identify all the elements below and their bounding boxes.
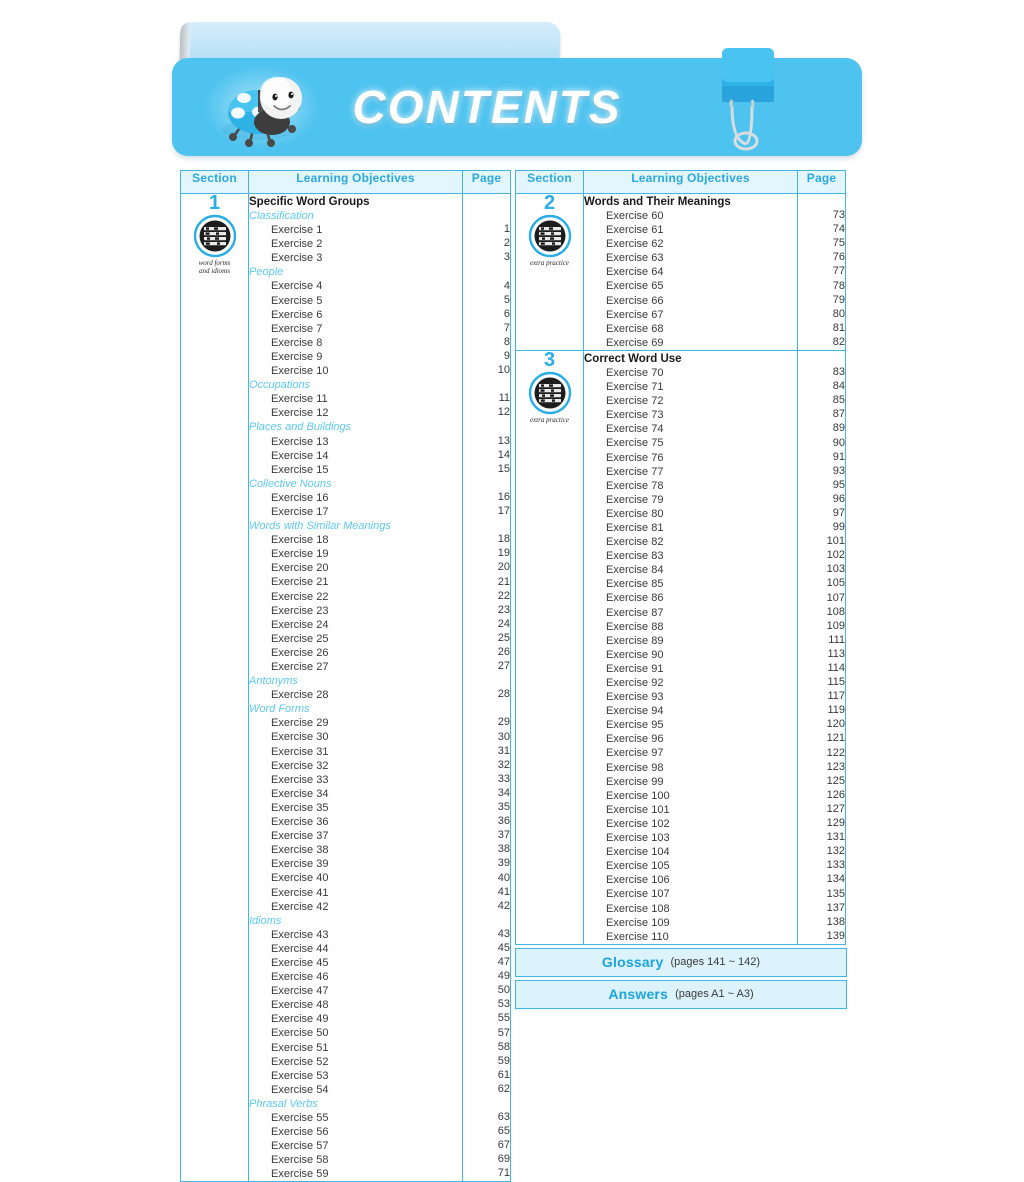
exercise-label[interactable]: Exercise 13	[271, 435, 329, 448]
exercise-page: 137	[826, 901, 845, 914]
exercise-label[interactable]: Exercise 24	[271, 618, 329, 631]
exercise-page: 27	[497, 660, 510, 673]
exercise-page: 103	[826, 563, 845, 576]
page-spacer	[463, 476, 510, 490]
exercise-page: 62	[497, 1082, 510, 1095]
exercise-page: 81	[832, 321, 845, 334]
exercise-label[interactable]: Exercise 68	[606, 322, 664, 335]
exercise-page: 126	[826, 788, 845, 801]
exercise-page: 29	[497, 716, 510, 729]
exercise-label[interactable]: Exercise 87	[606, 606, 664, 619]
exercise-page: 123	[826, 760, 845, 773]
exercise-label[interactable]: Exercise 84	[606, 564, 664, 577]
exercise-label[interactable]: Exercise 93	[606, 691, 664, 704]
exercise-page: 73	[832, 209, 845, 222]
exercise-label[interactable]: Exercise 27	[271, 661, 329, 673]
page-title: CONTENTS	[352, 81, 622, 133]
exercise-label[interactable]: Exercise 6	[271, 308, 323, 321]
exercise-label[interactable]: Exercise 62	[606, 238, 664, 251]
exercise-label[interactable]: Exercise 29	[271, 717, 329, 730]
group-title: Specific Word Groups	[249, 196, 370, 208]
toc-body-left	[181, 194, 511, 1182]
header-objectives: Learning Objectives	[584, 171, 798, 194]
exercise-label[interactable]: Exercise 46	[271, 971, 329, 984]
exercise-page: 93	[832, 464, 845, 477]
badge-caption: word forms and idioms	[198, 259, 231, 275]
exercise-label[interactable]: Exercise 82	[606, 536, 664, 549]
exercise-label[interactable]: Exercise 37	[271, 830, 329, 843]
exercise-page: 80	[832, 307, 845, 320]
exercise-label[interactable]: Exercise 97	[606, 747, 664, 760]
exercise-label[interactable]: Exercise 103	[606, 832, 670, 845]
exercise-page: 84	[832, 380, 845, 393]
section-cell	[516, 194, 584, 351]
section-row	[516, 194, 846, 351]
exercise-label[interactable]: Exercise 50	[271, 1027, 329, 1040]
footer-pages: (pages 141 ~ 142)	[670, 956, 761, 969]
header-section: Section	[181, 171, 249, 194]
exercise-label[interactable]: Exercise 66	[606, 294, 664, 307]
exercise-label[interactable]: Exercise 90	[606, 648, 664, 661]
exercise-page: 31	[497, 744, 510, 757]
header-section: Section	[516, 171, 584, 194]
exercise-label[interactable]: Exercise 3	[271, 252, 323, 265]
exercise-label[interactable]: Exercise 36	[271, 816, 329, 829]
exercise-page: 6	[503, 307, 510, 320]
exercise-label[interactable]: Exercise 72	[606, 395, 664, 408]
exercise-label[interactable]: Exercise 16	[271, 491, 329, 504]
exercise-label[interactable]: Exercise 2	[271, 238, 323, 251]
exercise-label[interactable]: Exercise 41	[271, 886, 329, 899]
exercise-page: 127	[826, 802, 845, 815]
section-number: 1	[208, 192, 221, 214]
exercise-page: 105	[826, 577, 845, 590]
exercise-label[interactable]: Exercise 49	[271, 1013, 329, 1026]
exercise-label[interactable]: Exercise 57	[271, 1140, 329, 1153]
footer-title: Glossary	[601, 954, 664, 971]
exercise-label[interactable]: Exercise 30	[271, 731, 329, 744]
exercise-page: 13	[497, 434, 510, 447]
subheading: People	[249, 266, 284, 279]
exercise-label[interactable]: Exercise 7	[271, 322, 323, 335]
page-spacer	[798, 194, 845, 208]
exercise-label[interactable]: Exercise 55	[271, 1112, 329, 1124]
section-cell	[181, 194, 249, 1182]
exercise-page: 55	[497, 1012, 510, 1025]
exercise-page: 45	[497, 941, 510, 954]
page-spacer	[463, 264, 510, 278]
exercise-label[interactable]: Exercise 51	[271, 1041, 329, 1054]
subheading: Places and Buildings	[249, 421, 352, 434]
exercise-label[interactable]: Exercise 99	[606, 775, 664, 788]
banner-body	[172, 58, 862, 156]
section-number: 2	[543, 192, 556, 214]
exercise-label[interactable]: Exercise 89	[606, 634, 664, 647]
objectives-cell	[584, 194, 798, 351]
exercise-page: 36	[497, 815, 510, 828]
page-spacer	[463, 1096, 510, 1110]
exercise-page: 115	[827, 676, 845, 689]
section-number: 3	[543, 348, 556, 371]
exercise-page: 132	[826, 845, 845, 858]
exercise-page: 35	[497, 801, 510, 814]
exercise-page: 9	[503, 350, 510, 363]
exercise-page: 122	[826, 746, 845, 759]
exercise-label[interactable]: Exercise 83	[606, 550, 664, 563]
exercise-page: 59	[497, 1054, 510, 1067]
exercise-page: 139	[826, 929, 845, 942]
exercise-page: 82	[832, 335, 845, 348]
exercise-page: 69	[497, 1153, 510, 1166]
exercise-label[interactable]: Exercise 48	[271, 999, 329, 1012]
page-spacer	[798, 351, 845, 365]
exercise-label[interactable]: Exercise 65	[606, 280, 664, 293]
exercise-label[interactable]: Exercise 86	[606, 592, 664, 605]
section-row	[516, 350, 846, 944]
exercise-page: 47	[497, 956, 510, 969]
exercise-page: 78	[832, 279, 845, 292]
exercise-page: 14	[497, 448, 510, 461]
exercise-label[interactable]: Exercise 95	[606, 719, 664, 732]
exercise-label[interactable]: Exercise 107	[606, 888, 670, 901]
exercise-label[interactable]: Exercise 26	[271, 646, 329, 659]
exercise-label[interactable]: Exercise 101	[606, 803, 670, 816]
exercise-page: 42	[497, 899, 510, 912]
exercise-label[interactable]: Exercise 69	[606, 336, 664, 349]
exercise-page: 125	[826, 774, 845, 787]
exercise-page: 50	[497, 984, 510, 997]
exercise-label[interactable]: Exercise 1	[271, 224, 323, 237]
exercise-page: 96	[832, 492, 845, 505]
exercise-label[interactable]: Exercise 110	[606, 930, 669, 943]
exercise-label[interactable]: Exercise 96	[606, 733, 664, 746]
subheading: Antonyms	[249, 675, 298, 688]
exercise-page: 53	[497, 998, 510, 1011]
exercise-page: 1	[503, 223, 510, 236]
exercise-page: 138	[826, 915, 845, 928]
exercise-page: 11	[498, 392, 510, 405]
page-cell	[798, 350, 846, 944]
exercise-label[interactable]: Exercise 60	[606, 210, 664, 222]
exercise-page: 16	[497, 490, 510, 503]
exercise-label[interactable]: Exercise 100	[606, 789, 670, 802]
subheading: Collective Nouns	[249, 477, 332, 490]
exercise-page: 120	[826, 718, 845, 731]
exercise-label[interactable]: Exercise 81	[606, 521, 664, 534]
exercise-page: 121	[826, 732, 845, 745]
toc-footer	[515, 948, 845, 1009]
exercise-label[interactable]: Exercise 8	[271, 336, 323, 349]
exercise-page: 23	[497, 603, 510, 616]
page-spacer	[463, 673, 510, 687]
exercise-label[interactable]: Exercise 31	[271, 745, 329, 758]
exercise-page: 76	[832, 251, 845, 264]
section-badge-icon	[528, 371, 572, 415]
exercise-label[interactable]: Exercise 77	[606, 465, 664, 478]
exercise-label[interactable]: Exercise 71	[606, 381, 664, 394]
exercise-page: 33	[497, 772, 510, 785]
exercise-label[interactable]: Exercise 73	[606, 409, 664, 422]
exercise-label[interactable]: Exercise 47	[271, 985, 329, 998]
exercise-label[interactable]: Exercise 98	[606, 761, 664, 774]
exercise-label[interactable]: Exercise 80	[606, 507, 664, 520]
exercise-page: 18	[497, 533, 510, 546]
exercise-page: 34	[497, 786, 510, 799]
subheading: Idioms	[249, 914, 282, 927]
exercise-page: 25	[497, 631, 510, 644]
contents-banner	[172, 22, 872, 162]
exercise-page: 37	[497, 829, 510, 842]
exercise-page: 61	[497, 1068, 510, 1081]
exercise-page: 43	[497, 927, 510, 940]
footer-title: Answers	[608, 986, 669, 1003]
exercise-label[interactable]: Exercise 22	[271, 590, 329, 603]
header-objectives: Learning Objectives	[249, 171, 463, 194]
exercise-page: 83	[832, 366, 845, 379]
exercise-page: 24	[497, 617, 510, 630]
objectives-cell	[584, 350, 798, 944]
exercise-page: 17	[497, 505, 510, 518]
exercise-label[interactable]: Exercise 5	[271, 294, 323, 307]
page-spacer	[463, 913, 510, 927]
exercise-page: 74	[832, 223, 845, 236]
exercise-label[interactable]: Exercise 45	[271, 956, 329, 969]
page-spacer	[463, 194, 510, 208]
section-row	[181, 194, 511, 1182]
exercise-label[interactable]: Exercise 74	[606, 423, 664, 436]
toc-column-left	[180, 170, 510, 1182]
exercise-page: 20	[497, 561, 510, 574]
exercise-page: 10	[497, 364, 510, 377]
exercise-label[interactable]: Exercise 52	[271, 1055, 329, 1068]
page-spacer	[463, 518, 510, 532]
exercise-page: 131	[826, 831, 845, 844]
exercise-page: 40	[497, 871, 510, 884]
exercise-label[interactable]: Exercise 104	[606, 846, 670, 859]
exercise-page: 71	[497, 1167, 510, 1180]
exercise-label[interactable]: Exercise 70	[606, 366, 664, 379]
page-spacer	[463, 377, 510, 391]
exercise-label[interactable]: Exercise 91	[606, 662, 664, 675]
header-page: Page	[463, 171, 511, 194]
badge-caption: extra practice	[529, 259, 570, 267]
exercise-page: 2	[503, 237, 510, 250]
subheading: Occupations	[249, 379, 311, 392]
exercise-label[interactable]: Exercise 56	[271, 1126, 329, 1139]
exercise-label[interactable]: Exercise 28	[271, 689, 329, 702]
exercise-label[interactable]: Exercise 15	[271, 463, 329, 476]
exercise-page: 3	[503, 251, 510, 264]
exercise-label[interactable]: Exercise 32	[271, 759, 329, 772]
exercise-label[interactable]: Exercise 53	[271, 1069, 329, 1082]
exercise-page: 133	[826, 859, 845, 872]
table-header-row	[181, 171, 511, 194]
exercise-page: 41	[497, 885, 510, 898]
exercise-page: 134	[826, 873, 845, 886]
exercise-label[interactable]: Exercise 42	[271, 900, 329, 913]
exercise-page: 65	[497, 1125, 510, 1138]
exercise-page: 102	[826, 549, 845, 562]
exercise-label[interactable]: Exercise 4	[271, 280, 323, 293]
exercise-page: 26	[497, 646, 510, 658]
exercise-page: 4	[503, 279, 510, 292]
footer-row[interactable]	[515, 980, 847, 1009]
exercise-label[interactable]: Exercise 23	[271, 604, 329, 617]
exercise-label[interactable]: Exercise 9	[271, 350, 323, 363]
exercise-label[interactable]: Exercise 59	[271, 1168, 329, 1181]
exercise-label[interactable]: Exercise 108	[606, 902, 670, 915]
exercise-page: 101	[826, 535, 845, 548]
objectives-cell	[249, 194, 463, 1182]
exercise-page: 90	[832, 436, 845, 449]
exercise-label[interactable]: Exercise 64	[606, 266, 664, 279]
exercise-page: 28	[497, 688, 510, 701]
page-cell	[463, 194, 511, 1182]
toc-column-right	[515, 170, 845, 1009]
subheading: Phrasal Verbs	[249, 1097, 318, 1110]
exercise-label[interactable]: Exercise 35	[271, 801, 329, 814]
exercise-page: 19	[497, 547, 510, 560]
exercise-label[interactable]: Exercise 63	[606, 252, 664, 265]
page-spacer	[463, 420, 510, 434]
exercise-page: 89	[832, 422, 845, 435]
exercise-page: 5	[503, 293, 510, 306]
exercise-label[interactable]: Exercise 88	[606, 620, 664, 633]
exercise-page: 95	[832, 478, 845, 491]
subheading: Word Forms	[249, 703, 310, 716]
page-spacer	[463, 701, 510, 715]
exercise-page: 113	[827, 647, 845, 660]
exercise-page: 21	[497, 575, 510, 588]
exercise-label[interactable]: Exercise 11	[271, 393, 328, 406]
subheading: Classification	[249, 210, 314, 222]
exercise-page: 75	[832, 237, 845, 250]
exercise-label[interactable]: Exercise 18	[271, 534, 329, 547]
toc-body-right	[516, 194, 846, 945]
exercise-label[interactable]: Exercise 76	[606, 451, 664, 464]
exercise-page: 30	[497, 730, 510, 743]
exercise-label[interactable]: Exercise 78	[606, 479, 664, 492]
exercise-page: 85	[832, 394, 845, 407]
exercise-label[interactable]: Exercise 17	[271, 505, 329, 518]
exercise-page: 38	[497, 843, 510, 856]
exercise-label[interactable]: Exercise 38	[271, 844, 329, 857]
exercise-label[interactable]: Exercise 94	[606, 705, 664, 718]
exercise-label[interactable]: Exercise 106	[606, 874, 670, 887]
exercise-page: 99	[832, 521, 845, 534]
exercise-label[interactable]: Exercise 19	[271, 548, 329, 561]
footer-pages: (pages A1 ~ A3)	[675, 988, 754, 1001]
exercise-page: 63	[497, 1111, 510, 1124]
exercise-page: 15	[497, 462, 510, 475]
footer-row[interactable]	[515, 948, 847, 977]
section-badge-icon	[193, 214, 237, 258]
exercise-page: 22	[497, 589, 510, 602]
exercise-page: 58	[497, 1040, 510, 1053]
page-cell	[798, 194, 846, 351]
exercise-page: 49	[497, 970, 510, 983]
exercise-label[interactable]: Exercise 102	[606, 817, 670, 830]
table-header-row	[516, 171, 846, 194]
exercise-label[interactable]: Exercise 44	[271, 942, 329, 955]
exercise-page: 135	[826, 887, 845, 900]
exercise-page: 129	[826, 817, 845, 830]
exercise-label[interactable]: Exercise 14	[271, 449, 329, 462]
exercise-label[interactable]: Exercise 10	[271, 365, 329, 378]
group-title: Correct Word Use	[584, 352, 682, 365]
exercise-page: 57	[497, 1026, 510, 1039]
exercise-page: 39	[497, 857, 510, 870]
exercise-label[interactable]: Exercise 34	[271, 787, 329, 800]
exercise-label[interactable]: Exercise 33	[271, 773, 329, 786]
exercise-label[interactable]: Exercise 54	[271, 1083, 329, 1096]
section-cell	[516, 350, 584, 944]
exercise-label[interactable]: Exercise 43	[271, 928, 329, 941]
exercise-label[interactable]: Exercise 40	[271, 872, 329, 885]
toc-table-left	[180, 170, 511, 1182]
exercise-label[interactable]: Exercise 79	[606, 493, 664, 506]
exercise-label[interactable]: Exercise 21	[271, 576, 329, 589]
exercise-page: 32	[497, 758, 510, 771]
exercise-page: 12	[497, 406, 510, 419]
exercise-page: 109	[826, 619, 845, 632]
group-title: Words and Their Meanings	[584, 196, 731, 208]
exercise-label[interactable]: Exercise 85	[606, 578, 664, 591]
exercise-label[interactable]: Exercise 92	[606, 677, 664, 689]
exercise-label[interactable]: Exercise 109	[606, 916, 670, 929]
exercise-page: 117	[827, 690, 845, 703]
badge-caption: extra practice	[529, 415, 570, 424]
exercise-label[interactable]: Exercise 58	[271, 1154, 329, 1167]
exercise-page: 8	[503, 335, 510, 348]
exercise-label[interactable]: Exercise 61	[606, 224, 664, 237]
exercise-label[interactable]: Exercise 12	[271, 407, 329, 420]
exercise-page: 7	[503, 321, 510, 334]
section-badge-icon	[528, 214, 572, 258]
exercise-page: 107	[826, 591, 845, 604]
exercise-label[interactable]: Exercise 105	[606, 860, 670, 873]
exercise-page: 91	[832, 450, 845, 463]
exercise-label[interactable]: Exercise 75	[606, 437, 664, 450]
header-page: Page	[798, 171, 846, 194]
binder-clip-icon	[712, 42, 786, 152]
exercise-page: 77	[832, 265, 845, 278]
exercise-page: 67	[497, 1139, 510, 1152]
exercise-page: 119	[827, 704, 845, 717]
exercise-page: 111	[828, 633, 845, 646]
exercise-label[interactable]: Exercise 20	[271, 562, 329, 575]
subheading: Words with Similar Meanings	[249, 520, 391, 533]
toc-table-right	[515, 170, 846, 945]
exercise-page: 114	[827, 662, 845, 674]
exercise-page: 108	[826, 605, 845, 618]
exercise-label[interactable]: Exercise 39	[271, 858, 329, 871]
exercise-page: 87	[832, 408, 845, 421]
exercise-page: 79	[832, 293, 845, 306]
exercise-page: 97	[832, 506, 845, 519]
page-spacer	[463, 208, 510, 222]
exercise-label[interactable]: Exercise 25	[271, 632, 329, 645]
exercise-label[interactable]: Exercise 67	[606, 308, 664, 321]
